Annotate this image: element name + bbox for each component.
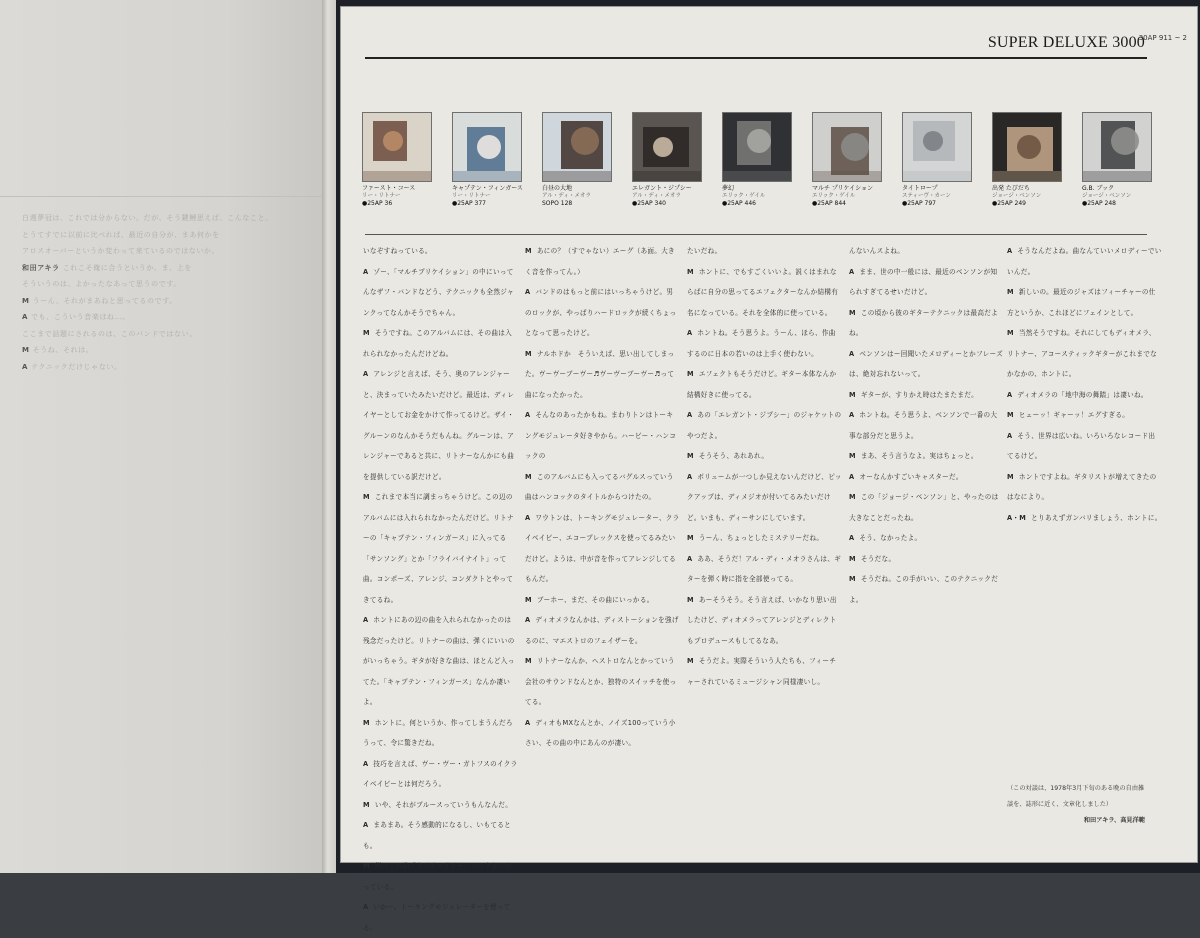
dialogue-line: [363, 487, 518, 610]
speaker-label: A: [525, 411, 531, 419]
speaker-label: M: [525, 595, 532, 604]
speaker-label: M: [687, 452, 694, 460]
speaker-label: M: [849, 452, 856, 460]
line-text: ここまで話題にされるのは、このバンドではない。: [22, 329, 197, 338]
dialogue-line: [687, 241, 842, 262]
dialogue-text: そうそう、あれあれ。: [698, 452, 769, 460]
dialogue-line: [687, 262, 842, 324]
left-text-line: [22, 293, 312, 310]
dialogue-line: [525, 651, 680, 713]
album-cover-image: [362, 112, 432, 182]
dialogue-line: [687, 323, 842, 364]
dialogue-text: そうなんだよね。曲なんていいメロディーでいいんだ。: [1007, 247, 1162, 276]
album-artist: アル・ディ・メオラ: [632, 193, 681, 199]
speaker-label: M: [1007, 288, 1014, 296]
dialogue-text: そうだな。: [860, 554, 896, 563]
dialogue-line: [849, 528, 1004, 549]
left-text-line: [22, 276, 312, 293]
dialogue-text: ベンソンはー回聞いたメロディーとかフレーズは、絶対忘れないって。: [849, 349, 1004, 378]
dialogue-text: まあまあ。そう感動的になるし、いもてるとも。: [363, 821, 512, 850]
speaker-label: M: [22, 296, 33, 305]
dialogue-text: そうだよ。実際そういう人たちも、フィーチャーされているミュージシャン同様凄いし。: [687, 657, 837, 686]
album-title: マルチ プリケイション: [812, 185, 874, 192]
dialogue-line: [363, 754, 518, 795]
left-text-line: [22, 260, 312, 277]
dialogue-line: [687, 446, 842, 467]
speaker-label: A: [1007, 431, 1013, 440]
line-text: でも、こういう音楽はね…。: [31, 313, 130, 321]
dialogue-line: [363, 713, 518, 754]
series-title: SUPER DELUXE 3000: [987, 34, 1145, 51]
speaker-label: A: [525, 513, 531, 522]
album-catalog-number: ●25AP 797: [902, 200, 936, 207]
dialogue-line: [363, 323, 518, 364]
line-text: 白週夢冠は、これでは分からない。だが、そう鍵鯉思えば、こんなこと。: [22, 214, 273, 222]
dialogue-text: ホントですよね。ギタリストが増えてきたのはなにより。: [1007, 472, 1157, 501]
speaker-label: A: [525, 718, 531, 727]
dialogue-text: とりあえずガンバリましょう、ホントに。: [1031, 513, 1162, 522]
title-rule: [365, 57, 1147, 59]
dialogue-text: この頃から彼のギターテクニックは最高だよね。: [849, 308, 999, 337]
dialogue-text: ゾー、「マルチプリケイション」の中にいってんなザフ・バンドなどう、テクニックも全然ジャンクってなんかそうでちゃん。: [363, 267, 514, 317]
dialogue-line: [687, 590, 842, 652]
dialogue-text: いかー。トーキングモジュレーターを使ってる。: [363, 903, 511, 932]
dialogue-text: リトナーなんか、ヘストロなんとかっていう会社のサウンドなんとか、独特のスイッチを使ってる。: [525, 657, 677, 706]
columns-rule: [365, 234, 1147, 235]
album-title: キャプテン・フィンガース: [452, 185, 523, 192]
speaker-label: M: [687, 534, 694, 542]
left-text-line: [22, 243, 312, 260]
album-artist: エリック・ゲイル: [722, 193, 766, 199]
dialogue-text: アレンジと言えば、そう、奥のアレンジャーと、決まっていたみたいだけど。最近は、ディレイヤーとしてお金をかけて作ってるけど。ザイ・グルーンのなんかそうだもんね。グルーンは、アレンジャーであると共に、リトナーなんかにも曲を提供している訳だけど。: [363, 370, 515, 481]
dialogue-text: ホントね。そう思うよ。うーん、ほら、作曲するのに日本の若いのは上手く使わない。: [687, 329, 836, 358]
dialogue-text: まま、世の中一般には、最近のベンソンが知られすぎてるせいだけど。: [849, 267, 998, 296]
dialogue-text: 技巧を言えば、ヴー・ヴー・ガトフスのイクライベイビーとは何だろう。: [363, 759, 518, 788]
dialogue-text: ホントにあの辺の曲を入れられなかったのは残念だったけど。リトナーの曲は、弾くにいいのがいっちゃう。ギタが好きな曲は、ほとんど入ってた。「キャプテン・フィンガース」なんか凄いよ。: [363, 616, 515, 706]
text-column-4: [849, 241, 1004, 841]
dialogue-text: 例のこの曲「クライベイビー」バックがいかっている。: [363, 862, 513, 891]
speaker-label: M: [849, 575, 856, 583]
speaker-label: A: [1007, 247, 1013, 255]
dialogue-text: ギターが、すりかえ時はたまたまだ。: [860, 390, 979, 399]
dialogue-line: [1007, 323, 1162, 385]
album-title: ファースト・コース: [362, 185, 416, 192]
speaker-label: M: [1007, 329, 1014, 337]
dialogue-text: うーん、ちょっとしたミステリーだね。: [698, 534, 824, 542]
dialogue-line: [849, 467, 1004, 488]
dialogue-text: ディオメラなんかは、ディストーションを強げるのに、マエストロのフェイザーを。: [525, 616, 679, 645]
speaker-label: M: [849, 390, 856, 399]
dialogue-line: [849, 446, 1004, 467]
credit-box: [1007, 781, 1145, 829]
album-catalog-number: ●25AP 36: [362, 200, 393, 207]
album-cover-image: [812, 112, 882, 182]
dialogue-line: [849, 549, 1004, 570]
dialogue-line: [1007, 405, 1162, 426]
album-cover-image: [992, 112, 1062, 182]
liner-sheet: [340, 6, 1198, 932]
dialogue-line: [363, 610, 518, 713]
fold-line: [0, 196, 322, 197]
line-text: これこそ俺に合うというか、ま、上を: [62, 263, 192, 272]
dialogue-text: このアルバムにも入ってるバグルスっていう曲はハンコックのタイトルからつけたの。: [525, 472, 674, 501]
left-text-line: [22, 227, 312, 244]
dialogue-line: [1007, 282, 1162, 323]
dialogue-text: ホントに、でもすごくいいよ。説くはまれならばに自分の思ってるエフェクターなんか結構有名になっている。それを全体的に使っている。: [687, 267, 839, 317]
album-card: [542, 112, 612, 212]
dialogue-text: 新しいの。最近のジャズはフィーチャーの仕方というか、これほどにフェインとして。: [1007, 288, 1156, 317]
album-title: エレガント・ジプシー: [632, 185, 692, 192]
album-catalog-number: ●25AP 340: [632, 200, 666, 207]
dialogue-line: [525, 713, 680, 754]
dialogue-line: [849, 241, 1004, 262]
album-cover-image: [632, 112, 702, 182]
dialogue-text: これまで本当に調まっちゃうけど。この辺のアルバムには入れられなかったんだけど。リトナーの「キャプテン・フィンガース」に入ってる「サンソング」とか「フライバイナイト」って曲。コンポーズ、アレンジ、コンダクトとやってきてるね。: [363, 493, 514, 604]
dialogue-line: [525, 508, 680, 590]
album-catalog-number: ●25AP 248: [1082, 200, 1116, 207]
left-page-text: [22, 210, 312, 375]
dialogue-line: [525, 590, 680, 611]
speaker-label: A: [363, 370, 369, 378]
dialogue-text: ああ、そうだ！アル・ディ・メオラさんは、ギターを弾く時に指を全部使ってる。: [687, 554, 842, 583]
album-card: [632, 112, 702, 212]
album-cover-image: [542, 112, 612, 182]
dialogue-line: [687, 549, 842, 590]
album-artist: リー・リトナー: [362, 193, 401, 199]
dialogue-line: [525, 344, 680, 406]
dialogue-text: そう、なかったよ。: [859, 534, 922, 542]
dialogue-line: [525, 282, 680, 344]
speaker-label: M: [363, 862, 370, 870]
album-artist: ジョージ・ベンソン: [1082, 193, 1132, 199]
album-strip: [362, 112, 1158, 212]
dialogue-line: [849, 303, 1004, 344]
speaker-label: M: [687, 267, 694, 276]
album-card: [722, 112, 792, 212]
speaker-label: M: [22, 346, 33, 354]
dialogue-line: [849, 344, 1004, 385]
dialogue-line: [687, 405, 842, 446]
text-column-5: [1007, 241, 1162, 771]
gutter: [322, 0, 336, 873]
dialogue-line: [687, 651, 842, 692]
speaker-label: M: [1007, 472, 1014, 481]
dialogue-line: [363, 897, 518, 938]
album-title: 夢幻: [722, 185, 735, 192]
dialogue-text: バンドのはもっと前にはいっちゃうけど。男のロックが、やっぱりハードロックが続くちょっとなって思ったけど。: [525, 288, 677, 337]
dialogue-line: [363, 241, 518, 262]
album-cover-image: [722, 112, 792, 182]
speaker-label: A: [849, 267, 855, 276]
speaker-label: M: [1007, 411, 1014, 419]
line-text: うーん、それがまあねと思ってるのです。: [32, 296, 177, 305]
dialogue-line: [687, 364, 842, 405]
album-catalog-number: ●25AP 844: [812, 200, 846, 207]
speaker-label: M: [687, 595, 694, 604]
dialogue-text: そんなのあったかもね。まわりトンはトーキングモジュレータ好きやから。ハービー・ハンコックの: [525, 411, 677, 460]
left-text-line: [22, 359, 312, 376]
left-text-line: [22, 309, 312, 326]
speaker-label: A: [687, 411, 693, 419]
dialogue-line: [1007, 508, 1162, 529]
dialogue-text: ボリュームが一つしか見えないんだけど、ピックアップは、ディメジオが付いてるみたいだけど。いまも、ディーサンにしています。: [687, 472, 842, 522]
dialogue-line: [849, 569, 1004, 610]
dialogue-text: そうだね。この手がいい、このテクニックだよ。: [849, 575, 999, 604]
dialogue-line: [363, 856, 518, 897]
speaker-label: M: [363, 329, 370, 337]
speaker-label: A: [363, 616, 369, 624]
dialogue-line: [849, 262, 1004, 303]
dialogue-text: んないんスよね。: [849, 247, 905, 255]
speaker-label: M: [363, 800, 370, 809]
line-text: アロスオーバーというか変わって来ているのではないか。: [22, 247, 220, 255]
speaker-label: A: [687, 472, 693, 481]
dialogue-line: [363, 815, 518, 856]
speaker-label: A: [849, 472, 855, 481]
dialogue-text: あーそうそう。そう言えば、いかなり思い出したけど、ディオメラってアレンジとディレクトもプロデュースもしてるなあ。: [687, 595, 837, 645]
line-text: とうてすでに以前に比べれば、最近の自分が、まあ何かを: [22, 230, 220, 239]
speaker-label: M: [849, 493, 856, 501]
album-cover-image: [452, 112, 522, 182]
speaker-label: M: [849, 554, 856, 563]
speaker-label: A: [363, 903, 369, 911]
speaker-label: M: [525, 472, 532, 481]
album-cover-image: [1082, 112, 1152, 182]
album-card: [992, 112, 1062, 212]
dialogue-text: あの「エレガント・ジプシー」のジャケットのやつだよ。: [687, 411, 842, 440]
album-title: G.B. ブック: [1082, 185, 1115, 192]
dialogue-line: [849, 405, 1004, 446]
dialogue-line: [1007, 241, 1162, 282]
speaker-label: A: [363, 821, 369, 829]
dialogue-text: ナルホドか そういえば、思い出してしまった。ヴーヴーブーヴー♬ヴーヴーブーヴー♬って曲になったかった。: [525, 349, 675, 399]
dialogue-text: ブーホー、まだ、その曲にいっかる。: [536, 595, 654, 604]
left-page: [0, 0, 322, 873]
speaker-label: A: [687, 329, 693, 337]
speaker-label: A: [687, 554, 693, 563]
line-text: そうね、それは。: [32, 346, 94, 354]
text-column-3: [687, 241, 842, 841]
speaker-label: A: [849, 534, 855, 542]
speaker-label: A: [525, 288, 531, 296]
speaker-label: M: [525, 247, 532, 255]
album-catalog-number: ●25AP 377: [452, 200, 486, 207]
dialogue-line: [1007, 426, 1162, 467]
dialogue-text: たいだね。: [687, 247, 722, 255]
speaker-label: M: [363, 718, 370, 727]
dialogue-line: [525, 241, 680, 282]
dialogue-text: この「ジョージ・ベンソン」と、やったのは大きなことだったね。: [849, 493, 999, 522]
album-card: [362, 112, 432, 212]
right-page: [336, 0, 1200, 932]
speaker-label: 和田アキラ: [22, 263, 63, 272]
speaker-label: A: [22, 313, 32, 321]
dialogue-text: エフェクトもそうだけど。ギター本体なんか結構好きに使ってる。: [687, 370, 837, 399]
speaker-label: M: [687, 370, 694, 378]
album-title: 白昼の大地: [542, 185, 573, 192]
album-artist: ジョージ・ベンソン: [992, 193, 1042, 199]
dialogue-line: [363, 795, 518, 816]
album-artist: アル・ディ・メオラ: [542, 193, 591, 199]
credit-note: （この対談は、1978年3月下旬のある晩の自由雑談を、誌形に近く、文章化しました）: [1007, 785, 1145, 808]
dialogue-line: [849, 385, 1004, 406]
dialogue-line: [525, 610, 680, 651]
speaker-label: M: [525, 657, 532, 665]
dialogue-text: そう、世界は広いね。いろいろなレコード出てるけど。: [1007, 431, 1156, 460]
dialogue-text: いや、それがブルースっていうもんなんだ。: [374, 800, 513, 809]
text-column-1: [363, 241, 518, 932]
speaker-label: A: [849, 411, 855, 419]
left-text-line: [22, 342, 312, 359]
album-artist: リー・リトナー: [452, 193, 491, 199]
dialogue-line: [363, 364, 518, 487]
album-catalog-number: ●25AP 446: [722, 200, 756, 207]
dialogue-text: オーなんかすごいキャスターだ。: [859, 472, 963, 481]
line-text: そういうのは、よかったなあって思うのです。: [22, 280, 181, 288]
speaker-label: M: [687, 657, 694, 665]
dialogue-text: ホントね。そう思うよ、ベンソンで一番の大事な部分だと思うよ。: [849, 411, 998, 440]
speaker-label: M: [363, 493, 370, 501]
dialogue-text: ホントに。何というか、作ってしまうんだろうって、令に驚きだね。: [363, 718, 513, 747]
left-text-line: [22, 210, 312, 227]
catalog-number: 30AP 911 ~ 2: [1138, 34, 1187, 42]
dialogue-text: ディオメラの「地中海の舞踏」は凄いね。: [1017, 390, 1148, 399]
album-card: [812, 112, 882, 212]
dialogue-text: まあ、そう言うなよ。実はちょっと。: [860, 452, 978, 460]
speaker-label: A: [363, 759, 369, 768]
dialogue-line: [687, 467, 842, 529]
album-card: [1082, 112, 1152, 212]
speaker-label: M: [525, 349, 532, 358]
dialogue-line: [1007, 467, 1162, 508]
dialogue-text: ヒェーッ！ギャーッ！エグすぎる。: [1018, 411, 1130, 419]
album-cover-image: [902, 112, 972, 182]
line-text: テクニックだけじゃない。: [31, 362, 122, 371]
dialogue-line: [525, 467, 680, 508]
album-artist: スティーヴ・カーン: [902, 193, 951, 199]
speaker-label: A: [363, 267, 369, 276]
speaker-label: A: [22, 362, 32, 371]
speaker-label: M: [849, 308, 856, 317]
dialogue-text: あにの？（すでゃない）エーグ（あ面。大きく音を作ってん。）: [525, 247, 675, 276]
speaker-label: A: [1007, 390, 1013, 399]
dialogue-text: いなぞすねっている。: [363, 247, 432, 255]
left-text-line: [22, 326, 312, 343]
dialogue-line: [525, 405, 680, 467]
album-artist: エリック・ゲイル: [812, 193, 856, 199]
speaker-label: A: [849, 349, 855, 358]
album-card: [902, 112, 972, 212]
album-catalog-number: SOPO 128: [542, 200, 573, 207]
dialogue-text: そうですね。このアルバムには、その曲は入れられなかったんだけどね。: [363, 329, 513, 358]
credit-signature: 和田アキラ、高見洋範: [1083, 817, 1145, 824]
speaker-label: A・M: [1007, 513, 1027, 522]
dialogue-line: [1007, 385, 1162, 406]
album-card: [452, 112, 522, 212]
album-catalog-number: ●25AP 249: [992, 200, 1026, 207]
text-column-2: [525, 241, 680, 841]
dialogue-line: [687, 528, 842, 549]
dialogue-line: [849, 487, 1004, 528]
dialogue-text: ディオもMXなんとか、ノイズ100っていう小さい、その曲の中にあんのが凄い。: [525, 718, 676, 747]
speaker-label: A: [525, 616, 531, 624]
album-title: 出発 たびだち: [992, 185, 1030, 192]
dialogue-line: [363, 262, 518, 324]
dialogue-text: 当然そうですね。それにしてもディオメラ、リトナー、アコースティックギターがこれまでなかなかの、ホントに。: [1007, 329, 1158, 378]
dialogue-text: ワウトンは、トーキングモジュレーター、クライベイビー、エコープレックスを使ってるみたいだけど。ようは、中が音を作ってアレンジしてるもんだ。: [525, 513, 680, 583]
album-title: タイトロープ: [902, 185, 938, 192]
